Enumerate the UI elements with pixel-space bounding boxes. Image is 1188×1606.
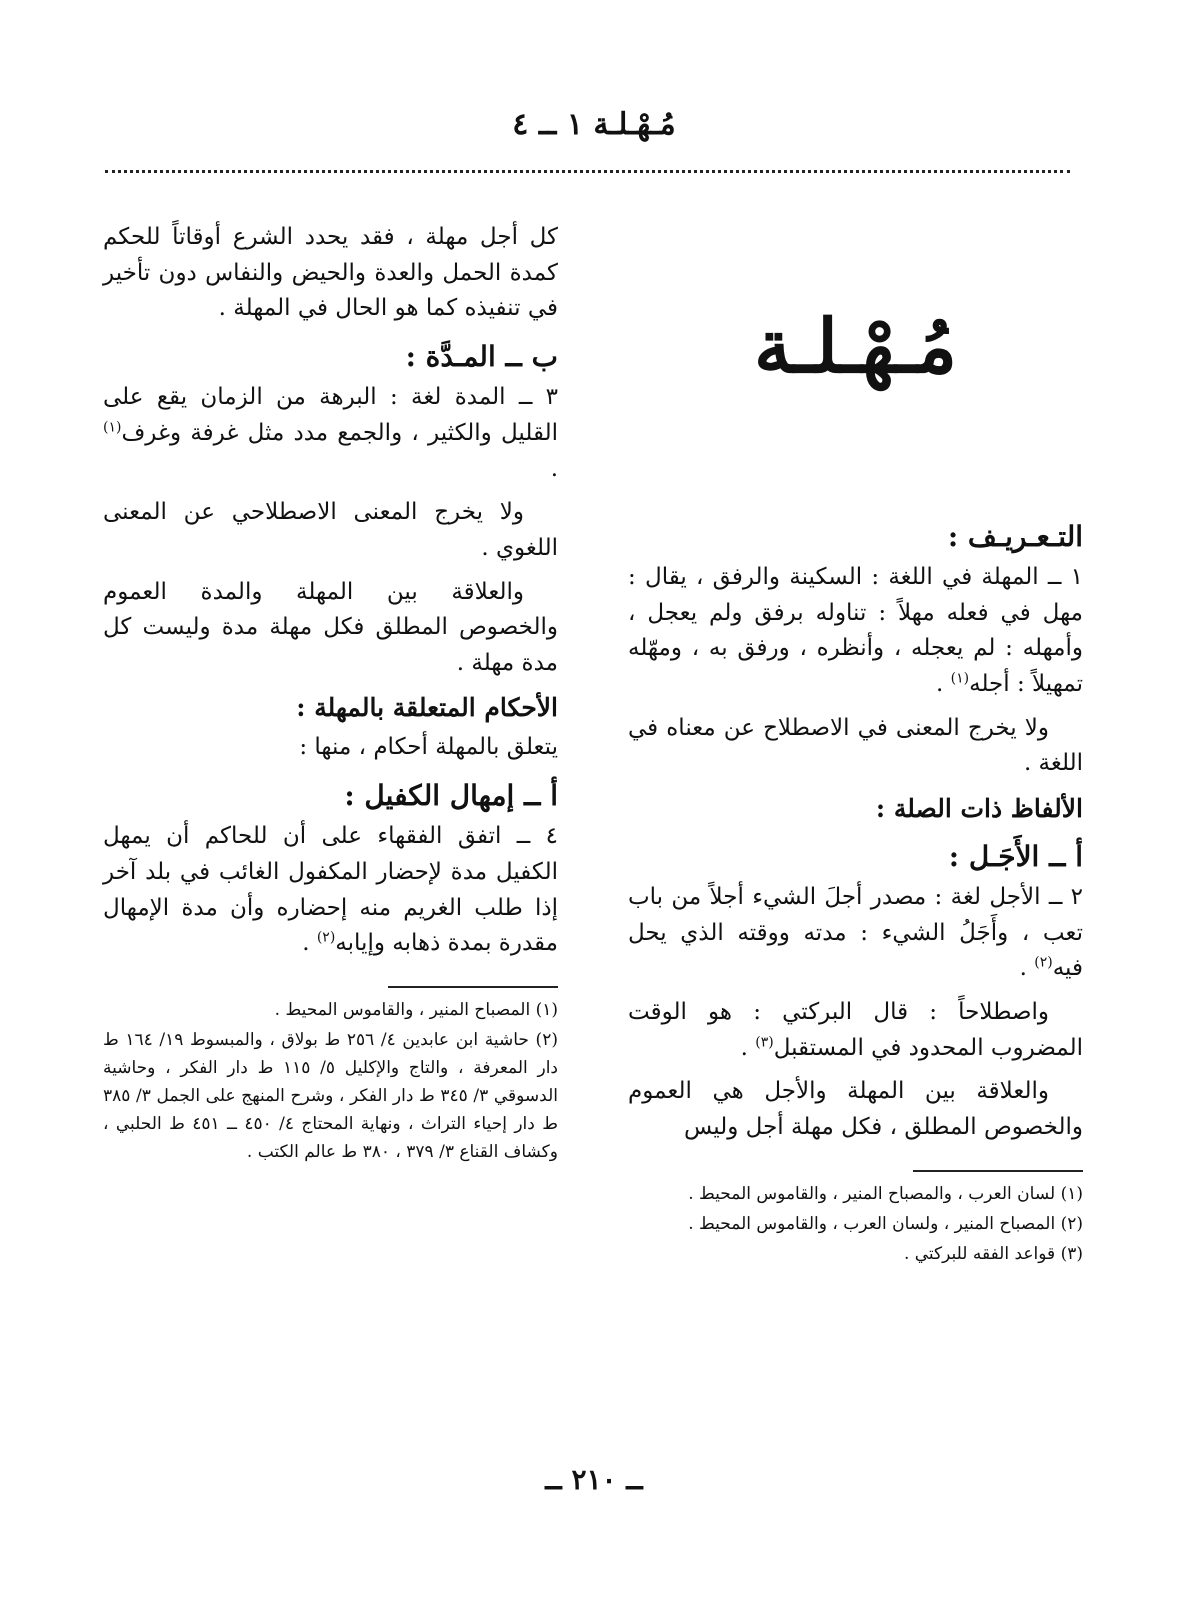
ajal-heading: أ ــ الأَجَـل : (948, 839, 1083, 873)
paragraph-2: ولا يخرج المعنى في الاصطلاح عن معناه في اللغة . (628, 714, 1083, 777)
footnote-item: (١) لسان العرب ، والمصباح المنير ، والقاموس المحيط . (688, 1183, 1083, 1204)
page-number: ــ ٢١٠ ــ (545, 1463, 643, 1496)
paragraph-2: ٣ ــ المدة لغة : البرهة من الزمان يقع على القليل والكثير ، والجمع مدد مثل غرفة وغرف$^{(١)}$ . (103, 384, 558, 482)
footnote-ref: (٢) (316, 929, 336, 946)
footnote-item: (٣) قواعد الفقه للبركتي . (903, 1243, 1083, 1264)
footnote-ref: (١) (103, 419, 122, 436)
rulings-heading: الأحكام المتعلقة بالمهلة : (296, 693, 558, 723)
paragraph-5: والعلاقة بين المهلة والأجل هي العموم والخصوص المطلق ، فكل مهلة أجل وليس (628, 1078, 1083, 1140)
footnote-item: (٢) حاشية ابن عابدين ٤/ ٢٥٦ ط بولاق ، والمبسوط ١٩/ ١٦٤ ط دار المعرفة ، والتاج والإكليل ٥/ ١١٥ ط دار الفكر ، وحاشية الدسوقي ٣/ ٣٤٥ ط دار الفكر ، وشرح المنهج على الجمل ٣/ ٣٨٥ ط دار إحياء التراث ، ونهاية المحتاج ٤/ ٤٥٠ ــ ٤٥١ ط الحلبي ، وكشاف القناع ٣/ ٣٧٩ ، ٣٨٠ ط عالم الكتب . (103, 1029, 558, 1163)
paragraph-1: ١ ــ المهلة في اللغة : السكينة والرفق ، يقال : مهل في فعله مهلاً : تناوله برفق ولم يعجل ، وأمهله : لم يعجله ، وأنظره ، ورفق به ، ومهّله تمهيلاً : أجله$^{(١)}$ . (628, 564, 1083, 697)
paragraph-4: والعلاقة بين المهلة والمدة العموم والخصوص المطلق فكل مهلة مدة وليست كل مدة مهلة . (103, 578, 558, 676)
mudda-heading: ب ــ المـدَّة : (405, 339, 558, 373)
footnotes-right (628, 1180, 1083, 1268)
definition-heading: التـعـريـف : (947, 519, 1083, 553)
paragraph-text: ٢ ــ الأجل لغة : مصدر أجلَ الشيء أجلاً من باب تعب ، وأَجَلُ الشيء : مدته ووقته الذي يحل فيه (628, 884, 1083, 982)
footnote-rule (913, 1170, 1083, 1172)
paragraph-text: واصطلاحاً : قال البركتي : هو الوقت المضروب المحدود في المستقبل (628, 998, 1083, 1061)
paragraph-text: ١ ــ المهلة في اللغة : السكينة والرفق ، يقال : مهل في فعله مهلاً : تناوله برفق ولم يعجل ، وأمهله : لم يعجله ، وأنظره ، ورفق به ، ومهّله تمهيلاً : أجله (628, 564, 1083, 697)
paragraph-3: ولا يخرج المعنى الاصطلاحي عن المعنى اللغوي . (103, 499, 558, 561)
footnote-ref: (١) (950, 670, 970, 687)
kafil-heading: أ ــ إمهال الكفيل : (344, 778, 558, 812)
running-header: مُـهْـلـة ١ ــ ٤ (512, 107, 676, 142)
footnote-item: (٢) المصباح المنير ، ولسان العرب ، والقاموس المحيط . (688, 1213, 1083, 1234)
paragraph-3: ٢ ــ الأجل لغة : مصدر أجلَ الشيء أجلاً من باب تعب ، وأَجَلُ الشيء : مدته ووقته الذي يحل فيه$^{(٢)}$ . (628, 884, 1083, 982)
footnote-item: (١) المصباح المنير ، والقاموس المحيط . (274, 999, 558, 1020)
footnote-ref: (٢) (1034, 954, 1053, 971)
header-dotted-rule (105, 170, 1070, 173)
right-column (628, 220, 1083, 1270)
paragraph-6: ٤ ــ اتفق الفقهاء على أن للحاكم أن يمهل الكفيل مدة لإحضار المكفول الغائب في بلد آخر إذا طلب الغريم منه إحضاره وأن مدة الإمهال مقدرة بمدة ذهابه وإيابه$^{(٢)}$ . (103, 823, 558, 957)
paragraph-4: واصطلاحاً : قال البركتي : هو الوقت المضروب المحدود في المستقبل$^{(٣)}$ . (628, 998, 1083, 1061)
footnote-rule (388, 986, 558, 988)
paragraph-text: ٣ ــ المدة لغة : البرهة من الزمان يقع على القليل والكثير ، والجمع مدد مثل غرفة وغرف (103, 384, 558, 446)
related-terms-heading: الألفاظ ذات الصلة : (875, 793, 1083, 823)
left-column (103, 220, 558, 1168)
footnotes-left (103, 996, 558, 1166)
entry-title: مُـهْـلـة (754, 304, 957, 390)
paragraph-text: ٤ ــ اتفق الفقهاء على أن للحاكم أن يمهل الكفيل مدة لإحضار المكفول الغائب في بلد آخر إذا طلب الغريم منه إحضاره وأن مدة الإمهال مقدرة بمدة ذهابه وإيابه (103, 823, 558, 957)
paragraph-5: يتعلق بالمهلة أحكام ، منها : (299, 734, 558, 761)
paragraph-1: كل أجل مهلة ، فقد يحدد الشرع أوقاتاً للحكم كمدة الحمل والعدة والحيض والنفاس دون تأخير في تنفيذه كما هو الحال في المهلة . (103, 224, 558, 322)
footnote-ref: (٣) (755, 1033, 774, 1050)
